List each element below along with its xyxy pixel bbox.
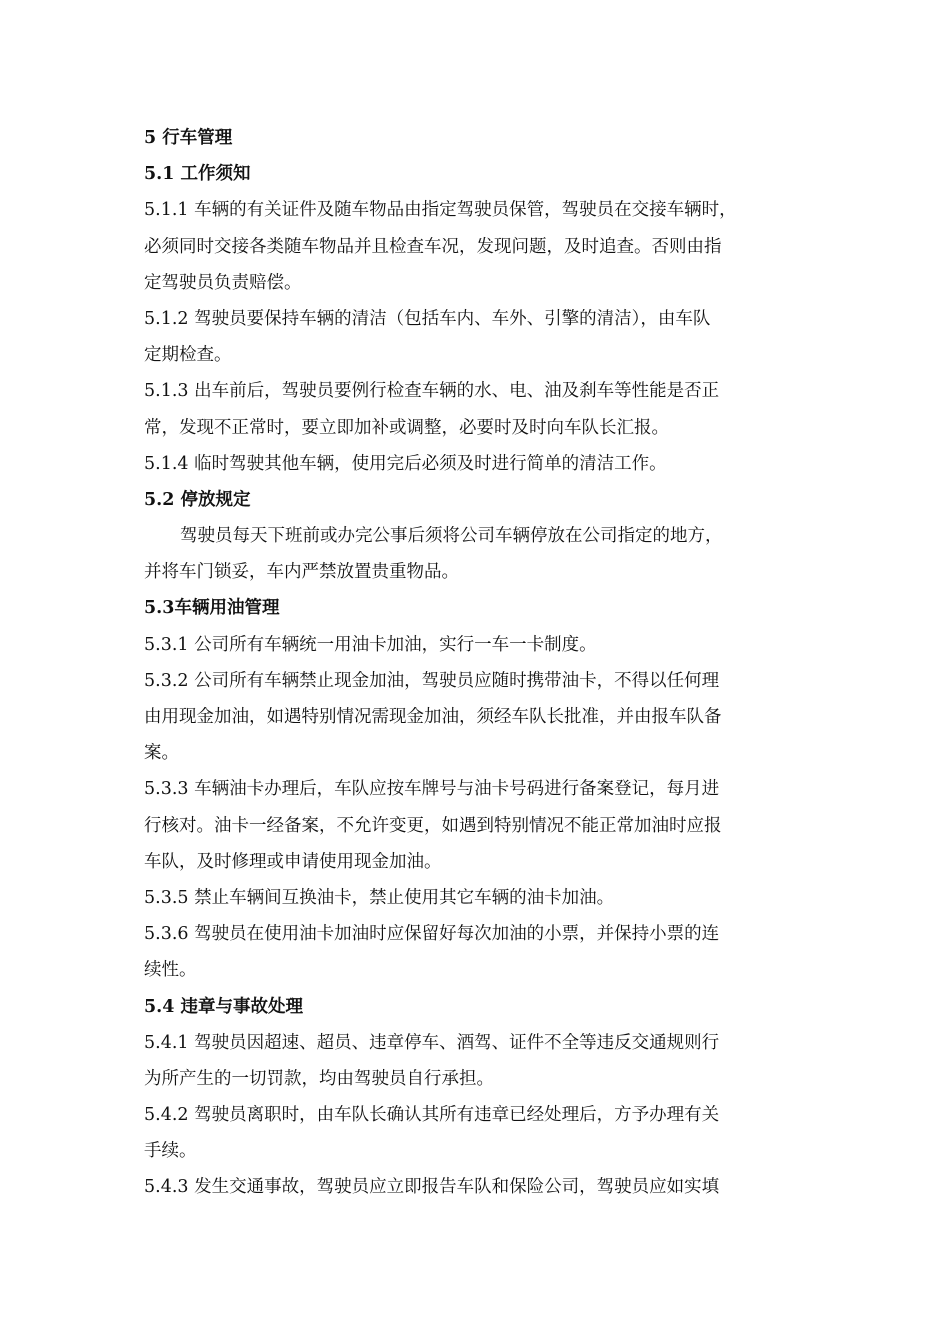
section-heading: 5.1 工作须知 xyxy=(144,164,251,185)
paragraph-line: 为所产生的一切罚款，均由驾驶员自行承担。 xyxy=(144,1068,494,1089)
paragraph-line: 并将车门锁妥，车内严禁放置贵重物品。 xyxy=(144,562,459,583)
paragraph-line: 5.3.1 公司所有车辆统一用油卡加油，实行一车一卡制度。 xyxy=(144,634,597,655)
paragraph-line: 5.1.4 临时驾驶其他车辆，使用完后必须及时进行简单的清洁工作。 xyxy=(144,453,667,474)
paragraph-line: 定驾驶员负责赔偿。 xyxy=(144,272,302,293)
paragraph-line: 案。 xyxy=(144,743,179,764)
paragraph-line: 车队，及时修理或申请使用现金加油。 xyxy=(144,851,442,872)
paragraph-line: 5.4.1 驾驶员因超速、超员、违章停车、酒驾、证件不全等违反交通规则行 xyxy=(144,1032,720,1053)
paragraph-line: 常，发现不正常时，要立即加补或调整，必要时及时向车队长汇报。 xyxy=(144,417,669,438)
paragraph-line: 5.3.5 禁止车辆间互换油卡，禁止使用其它车辆的油卡加油。 xyxy=(144,887,615,908)
paragraph-line: 5.1.2 驾驶员要保持车辆的清洁（包括车内、车外、引擎的清洁），由车队 xyxy=(144,308,711,329)
document-body xyxy=(144,120,814,1206)
paragraph-line: 由用现金加油，如遇特别情况需现金加油，须经车队长批准，并由报车队备 xyxy=(144,707,722,727)
paragraph-line: 5.3.6 驾驶员在使用油卡加油时应保留好每次加油的小票，并保持小票的连 xyxy=(144,924,720,945)
section-heading: 5 行车管理 xyxy=(144,128,233,148)
paragraph-line: 5.1.3 出车前后，驾驶员要例行检查车辆的水、电、油及刹车等性能是否正 xyxy=(144,381,720,402)
paragraph-line: 5.4.2 驾驶员离职时，由车队长确认其所有违章已经处理后，方予办理有关 xyxy=(144,1105,720,1126)
section-heading: 5.4 违章与事故处理 xyxy=(144,996,304,1017)
paragraph-line: 续性。 xyxy=(144,960,197,981)
paragraph-line: 5.1.1 车辆的有关证件及随车物品由指定驾驶员保管，驾驶员在交接车辆时， xyxy=(144,200,737,221)
paragraph-line: 5.3.3 车辆油卡办理后，车队应按车牌号与油卡号码进行备案登记，每月进 xyxy=(144,779,720,800)
paragraph-line: 行核对。油卡一经备案，不允许变更，如遇到特别情况不能正常加油时应报 xyxy=(144,815,722,836)
paragraph-line: 手续。 xyxy=(144,1141,197,1162)
paragraph-line: 定期检查。 xyxy=(144,345,232,366)
paragraph-line: 驾驶员每天下班前或办完公事后须将公司车辆停放在公司指定的地方， xyxy=(180,526,723,547)
paragraph-line: 必须同时交接各类随车物品并且检查车况，发现问题，及时追查。否则由指 xyxy=(144,236,722,257)
section-heading: 5.3车辆用油管理 xyxy=(144,598,280,619)
paragraph-line: 5.3.2 公司所有车辆禁止现金加油，驾驶员应随时携带油卡，不得以任何理 xyxy=(144,670,720,691)
paragraph-line: 5.4.3 发生交通事故，驾驶员应立即报告车队和保险公司，驾驶员应如实填 xyxy=(144,1177,720,1198)
section-heading: 5.2 停放规定 xyxy=(144,489,251,510)
